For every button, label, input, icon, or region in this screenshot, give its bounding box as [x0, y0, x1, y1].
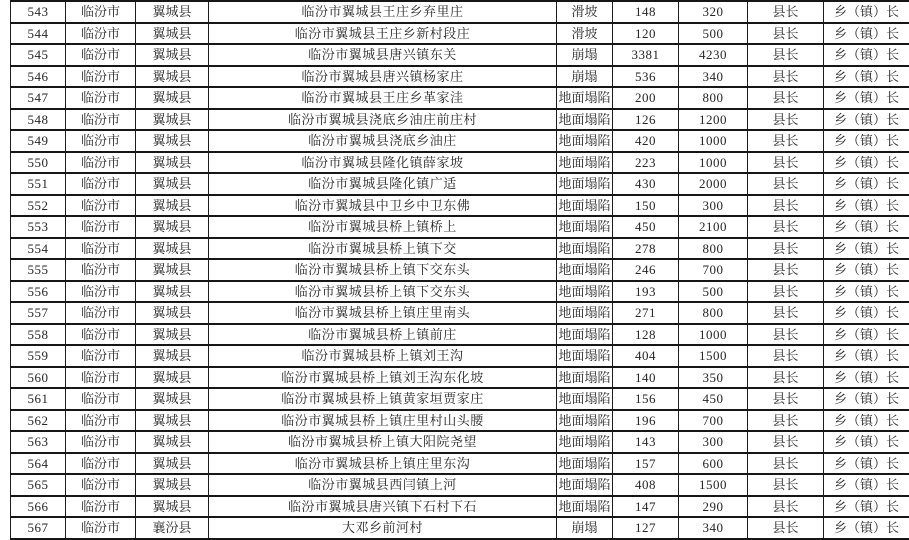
cell-city: 临汾市: [66, 259, 136, 281]
table-row: [11, 453, 909, 475]
cell-city: 临汾市: [66, 474, 136, 496]
cell-value-1: 128: [613, 324, 679, 346]
table-row: [11, 431, 909, 453]
cell-location: 临汾市翼城县桥上镇刘王沟东化坡: [209, 367, 557, 389]
cell-value-1: 150: [613, 195, 679, 217]
table-row: [11, 345, 909, 367]
cell-location: 临汾市翼城县中卫乡中卫东佛: [209, 195, 557, 217]
cell-value-2: 300: [679, 195, 748, 217]
cell-hazard-type: 地面塌陷: [557, 238, 613, 260]
cell-township-leader: 乡（镇）长: [824, 431, 909, 453]
cell-location: 临汾市翼城县唐兴镇东关: [209, 44, 557, 66]
table-row: [11, 152, 909, 174]
cell-seq: 557: [11, 302, 66, 324]
cell-value-2: 1200: [679, 109, 748, 131]
cell-seq: 555: [11, 259, 66, 281]
cell-value-2: 450: [679, 388, 748, 410]
cell-hazard-type: 滑坡: [557, 1, 613, 23]
cell-seq: 561: [11, 388, 66, 410]
cell-seq: 548: [11, 109, 66, 131]
table-row: [11, 66, 909, 88]
cell-county-leader: 县长: [748, 195, 824, 217]
cell-hazard-type: 崩塌: [557, 66, 613, 88]
cell-hazard-type: 地面塌陷: [557, 453, 613, 475]
cell-township-leader: 乡（镇）长: [824, 302, 909, 324]
cell-location: 临汾市翼城县桥上镇桥上: [209, 216, 557, 238]
cell-value-2: 2000: [679, 173, 748, 195]
cell-seq: 554: [11, 238, 66, 260]
hazard-responsibility-table: [10, 0, 909, 540]
cell-county-leader: 县长: [748, 109, 824, 131]
cell-county: 翼城县: [136, 474, 209, 496]
cell-location: 临汾市翼城县唐兴镇下石村下石: [209, 496, 557, 518]
cell-city: 临汾市: [66, 324, 136, 346]
cell-township-leader: 乡（镇）长: [824, 87, 909, 109]
cell-location: 临汾市翼城县西闫镇上河: [209, 474, 557, 496]
cell-location: 临汾市翼城县隆化镇广适: [209, 173, 557, 195]
table-row: [11, 1, 909, 23]
cell-township-leader: 乡（镇）长: [824, 44, 909, 66]
cell-city: 临汾市: [66, 1, 136, 23]
cell-hazard-type: 地面塌陷: [557, 410, 613, 432]
cell-county-leader: 县长: [748, 388, 824, 410]
cell-county: 翼城县: [136, 87, 209, 109]
cell-hazard-type: 地面塌陷: [557, 474, 613, 496]
cell-value-2: 290: [679, 496, 748, 518]
cell-location: 临汾市翼城县桥上镇大阳院尧望: [209, 431, 557, 453]
cell-seq: 549: [11, 130, 66, 152]
cell-seq: 562: [11, 410, 66, 432]
cell-hazard-type: 崩塌: [557, 517, 613, 539]
cell-city: 临汾市: [66, 173, 136, 195]
cell-value-2: 600: [679, 453, 748, 475]
cell-seq: 565: [11, 474, 66, 496]
table-row: [11, 517, 909, 539]
cell-city: 临汾市: [66, 109, 136, 131]
cell-value-2: 700: [679, 259, 748, 281]
cell-seq: 543: [11, 1, 66, 23]
cell-value-1: 271: [613, 302, 679, 324]
table-row: [11, 195, 909, 217]
cell-county: 翼城县: [136, 324, 209, 346]
cell-seq: 550: [11, 152, 66, 174]
cell-county-leader: 县长: [748, 130, 824, 152]
table-row: [11, 23, 909, 45]
cell-seq: 553: [11, 216, 66, 238]
cell-hazard-type: 地面塌陷: [557, 259, 613, 281]
cell-hazard-type: 崩塌: [557, 44, 613, 66]
cell-value-1: 140: [613, 367, 679, 389]
cell-hazard-type: 地面塌陷: [557, 281, 613, 303]
cell-hazard-type: 滑坡: [557, 23, 613, 45]
cell-value-2: 700: [679, 410, 748, 432]
cell-location: 临汾市翼城县浇底乡油庄前庄村: [209, 109, 557, 131]
cell-value-2: 1500: [679, 474, 748, 496]
cell-county-leader: 县长: [748, 152, 824, 174]
cell-value-2: 1000: [679, 324, 748, 346]
cell-county-leader: 县长: [748, 474, 824, 496]
table-row: [11, 410, 909, 432]
cell-county: 翼城县: [136, 66, 209, 88]
cell-township-leader: 乡（镇）长: [824, 109, 909, 131]
cell-seq: 567: [11, 517, 66, 539]
cell-city: 临汾市: [66, 216, 136, 238]
cell-county: 翼城县: [136, 238, 209, 260]
cell-county-leader: 县长: [748, 44, 824, 66]
cell-value-1: 157: [613, 453, 679, 475]
cell-city: 临汾市: [66, 453, 136, 475]
cell-value-1: 223: [613, 152, 679, 174]
table-row: [11, 324, 909, 346]
cell-township-leader: 乡（镇）长: [824, 345, 909, 367]
cell-township-leader: 乡（镇）长: [824, 1, 909, 23]
cell-hazard-type: 地面塌陷: [557, 130, 613, 152]
cell-county: 翼城县: [136, 388, 209, 410]
cell-hazard-type: 地面塌陷: [557, 152, 613, 174]
cell-location: 临汾市翼城县桥上镇前庄: [209, 324, 557, 346]
cell-hazard-type: 地面塌陷: [557, 496, 613, 518]
cell-township-leader: 乡（镇）长: [824, 517, 909, 539]
cell-county: 翼城县: [136, 173, 209, 195]
cell-county-leader: 县长: [748, 367, 824, 389]
cell-city: 临汾市: [66, 388, 136, 410]
table-row: [11, 216, 909, 238]
cell-county-leader: 县长: [748, 453, 824, 475]
cell-location: 临汾市翼城县隆化镇薛家坡: [209, 152, 557, 174]
cell-seq: 547: [11, 87, 66, 109]
cell-hazard-type: 地面塌陷: [557, 173, 613, 195]
cell-county: 翼城县: [136, 216, 209, 238]
cell-county-leader: 县长: [748, 302, 824, 324]
cell-hazard-type: 地面塌陷: [557, 324, 613, 346]
cell-county: 翼城县: [136, 259, 209, 281]
cell-value-2: 300: [679, 431, 748, 453]
cell-hazard-type: 地面塌陷: [557, 388, 613, 410]
cell-value-1: 156: [613, 388, 679, 410]
cell-hazard-type: 地面塌陷: [557, 345, 613, 367]
cell-value-1: 147: [613, 496, 679, 518]
cell-township-leader: 乡（镇）长: [824, 496, 909, 518]
cell-hazard-type: 地面塌陷: [557, 87, 613, 109]
cell-value-1: 196: [613, 410, 679, 432]
cell-value-1: 200: [613, 87, 679, 109]
cell-county-leader: 县长: [748, 431, 824, 453]
cell-hazard-type: 地面塌陷: [557, 109, 613, 131]
cell-location: 临汾市翼城县王庄乡革家洼: [209, 87, 557, 109]
cell-township-leader: 乡（镇）长: [824, 367, 909, 389]
table-body: [11, 1, 909, 539]
cell-location: 临汾市翼城县王庄乡新村段庄: [209, 23, 557, 45]
cell-county: 翼城县: [136, 302, 209, 324]
cell-seq: 559: [11, 345, 66, 367]
table-row: [11, 109, 909, 131]
cell-county: 翼城县: [136, 1, 209, 23]
cell-city: 临汾市: [66, 431, 136, 453]
cell-location: 临汾市翼城县桥上镇庄里南头: [209, 302, 557, 324]
cell-county-leader: 县长: [748, 410, 824, 432]
cell-value-1: 246: [613, 259, 679, 281]
cell-county-leader: 县长: [748, 324, 824, 346]
cell-value-2: 500: [679, 23, 748, 45]
cell-location: 临汾市翼城县桥上镇庄里村山头腰: [209, 410, 557, 432]
cell-city: 临汾市: [66, 281, 136, 303]
table-row: [11, 367, 909, 389]
cell-city: 临汾市: [66, 152, 136, 174]
cell-hazard-type: 地面塌陷: [557, 195, 613, 217]
cell-value-1: 126: [613, 109, 679, 131]
cell-county-leader: 县长: [748, 238, 824, 260]
table-row: [11, 87, 909, 109]
cell-hazard-type: 地面塌陷: [557, 367, 613, 389]
cell-county-leader: 县长: [748, 496, 824, 518]
cell-seq: 546: [11, 66, 66, 88]
cell-township-leader: 乡（镇）长: [824, 152, 909, 174]
cell-township-leader: 乡（镇）长: [824, 453, 909, 475]
cell-county: 襄汾县: [136, 517, 209, 539]
cell-seq: 564: [11, 453, 66, 475]
cell-value-2: 1000: [679, 130, 748, 152]
cell-township-leader: 乡（镇）长: [824, 281, 909, 303]
cell-seq: 545: [11, 44, 66, 66]
cell-location: 临汾市翼城县浇底乡油庄: [209, 130, 557, 152]
cell-value-1: 193: [613, 281, 679, 303]
cell-county: 翼城县: [136, 410, 209, 432]
cell-value-1: 3381: [613, 44, 679, 66]
table-row: [11, 44, 909, 66]
cell-value-1: 430: [613, 173, 679, 195]
cell-township-leader: 乡（镇）长: [824, 410, 909, 432]
cell-value-1: 536: [613, 66, 679, 88]
cell-value-1: 148: [613, 1, 679, 23]
cell-county-leader: 县长: [748, 345, 824, 367]
cell-seq: 552: [11, 195, 66, 217]
cell-township-leader: 乡（镇）长: [824, 216, 909, 238]
cell-value-2: 320: [679, 1, 748, 23]
cell-county: 翼城县: [136, 109, 209, 131]
cell-value-2: 800: [679, 87, 748, 109]
table-row: [11, 388, 909, 410]
cell-location: 临汾市翼城县桥上镇庄里东沟: [209, 453, 557, 475]
cell-value-2: 340: [679, 517, 748, 539]
cell-city: 临汾市: [66, 238, 136, 260]
cell-value-2: 2100: [679, 216, 748, 238]
cell-county: 翼城县: [136, 367, 209, 389]
cell-township-leader: 乡（镇）长: [824, 66, 909, 88]
cell-county-leader: 县长: [748, 23, 824, 45]
cell-city: 临汾市: [66, 87, 136, 109]
table-row: [11, 496, 909, 518]
cell-seq: 551: [11, 173, 66, 195]
cell-city: 临汾市: [66, 345, 136, 367]
cell-seq: 556: [11, 281, 66, 303]
cell-seq: 560: [11, 367, 66, 389]
cell-township-leader: 乡（镇）长: [824, 259, 909, 281]
cell-township-leader: 乡（镇）长: [824, 474, 909, 496]
cell-value-1: 408: [613, 474, 679, 496]
cell-location: 临汾市翼城县桥上镇下交东头: [209, 281, 557, 303]
cell-county-leader: 县长: [748, 517, 824, 539]
cell-county-leader: 县长: [748, 173, 824, 195]
cell-city: 临汾市: [66, 367, 136, 389]
table-row: [11, 474, 909, 496]
cell-location: 大邓乡前河村: [209, 517, 557, 539]
cell-township-leader: 乡（镇）长: [824, 324, 909, 346]
cell-city: 临汾市: [66, 66, 136, 88]
cell-location: 临汾市翼城县桥上镇下交: [209, 238, 557, 260]
cell-county: 翼城县: [136, 23, 209, 45]
cell-city: 临汾市: [66, 517, 136, 539]
cell-city: 临汾市: [66, 302, 136, 324]
cell-township-leader: 乡（镇）长: [824, 238, 909, 260]
cell-county-leader: 县长: [748, 281, 824, 303]
cell-county: 翼城县: [136, 431, 209, 453]
cell-city: 临汾市: [66, 23, 136, 45]
cell-city: 临汾市: [66, 195, 136, 217]
cell-county: 翼城县: [136, 453, 209, 475]
table-row: [11, 281, 909, 303]
cell-township-leader: 乡（镇）长: [824, 173, 909, 195]
cell-value-2: 1500: [679, 345, 748, 367]
cell-value-1: 420: [613, 130, 679, 152]
cell-location: 临汾市翼城县唐兴镇杨家庄: [209, 66, 557, 88]
cell-value-2: 350: [679, 367, 748, 389]
cell-county-leader: 县长: [748, 66, 824, 88]
cell-value-2: 1000: [679, 152, 748, 174]
cell-city: 临汾市: [66, 130, 136, 152]
cell-hazard-type: 地面塌陷: [557, 216, 613, 238]
cell-value-1: 143: [613, 431, 679, 453]
cell-value-1: 127: [613, 517, 679, 539]
cell-county-leader: 县长: [748, 259, 824, 281]
cell-township-leader: 乡（镇）长: [824, 195, 909, 217]
cell-hazard-type: 地面塌陷: [557, 431, 613, 453]
cell-value-1: 404: [613, 345, 679, 367]
cell-seq: 544: [11, 23, 66, 45]
cell-seq: 566: [11, 496, 66, 518]
cell-value-2: 4230: [679, 44, 748, 66]
cell-county: 翼城县: [136, 152, 209, 174]
cell-seq: 558: [11, 324, 66, 346]
table-row: [11, 238, 909, 260]
cell-county: 翼城县: [136, 195, 209, 217]
cell-value-2: 800: [679, 238, 748, 260]
cell-city: 临汾市: [66, 496, 136, 518]
cell-county-leader: 县长: [748, 216, 824, 238]
cell-value-1: 450: [613, 216, 679, 238]
cell-seq: 563: [11, 431, 66, 453]
cell-city: 临汾市: [66, 44, 136, 66]
table-row: [11, 173, 909, 195]
cell-value-1: 120: [613, 23, 679, 45]
cell-township-leader: 乡（镇）长: [824, 23, 909, 45]
cell-value-1: 278: [613, 238, 679, 260]
cell-location: 临汾市翼城县桥上镇下交东头: [209, 259, 557, 281]
cell-county: 翼城县: [136, 44, 209, 66]
table-row: [11, 259, 909, 281]
cell-township-leader: 乡（镇）长: [824, 388, 909, 410]
cell-county: 翼城县: [136, 281, 209, 303]
cell-value-2: 500: [679, 281, 748, 303]
cell-county-leader: 县长: [748, 1, 824, 23]
cell-value-2: 340: [679, 66, 748, 88]
cell-county-leader: 县长: [748, 87, 824, 109]
cell-county: 翼城县: [136, 130, 209, 152]
cell-location: 临汾市翼城县桥上镇黄家垣贾家庄: [209, 388, 557, 410]
cell-location: 临汾市翼城县王庄乡弃里庄: [209, 1, 557, 23]
cell-location: 临汾市翼城县桥上镇刘王沟: [209, 345, 557, 367]
table-row: [11, 130, 909, 152]
cell-hazard-type: 地面塌陷: [557, 302, 613, 324]
cell-township-leader: 乡（镇）长: [824, 130, 909, 152]
cell-city: 临汾市: [66, 410, 136, 432]
table-row: [11, 302, 909, 324]
cell-county: 翼城县: [136, 496, 209, 518]
cell-county: 翼城县: [136, 345, 209, 367]
cell-value-2: 800: [679, 302, 748, 324]
